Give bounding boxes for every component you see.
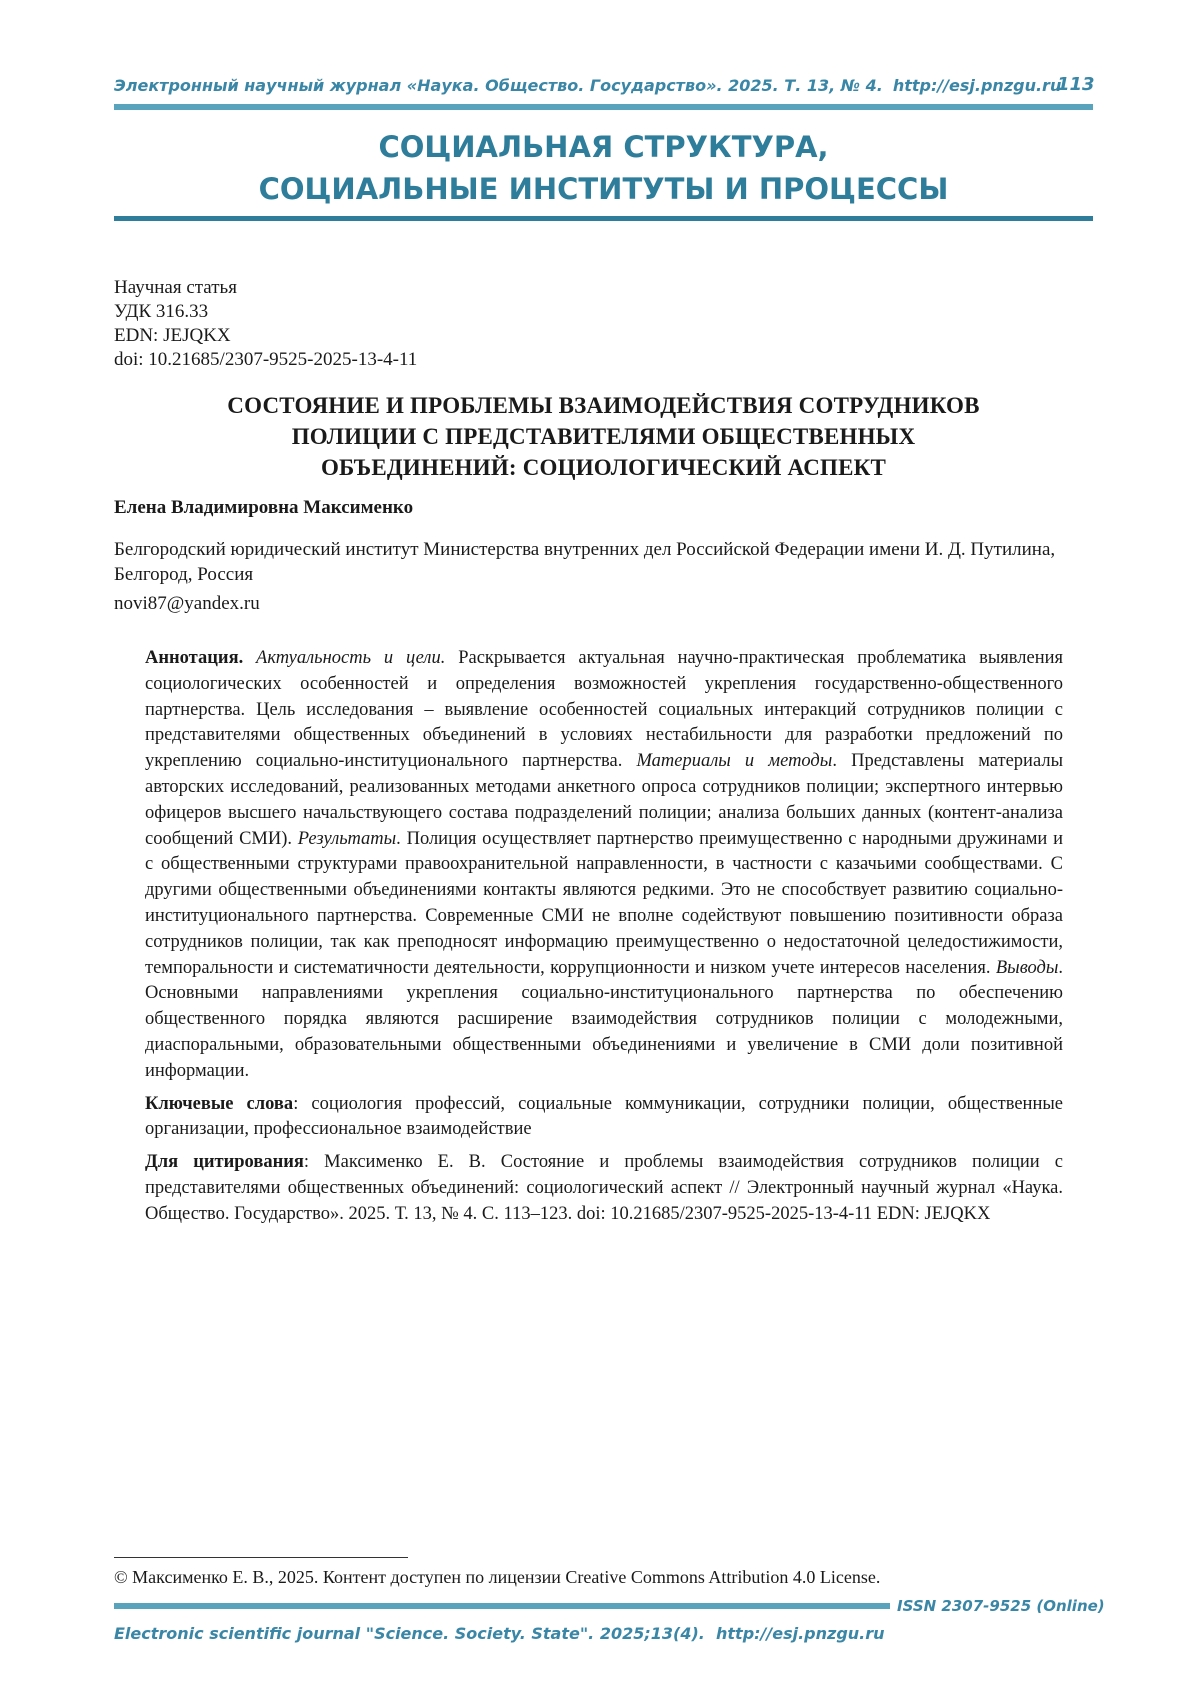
abstract-block — [145, 646, 1063, 1235]
abstract-heading: Результаты — [297, 828, 397, 849]
abstract — [145, 646, 1063, 1085]
abstract-heading: Актуальность и цели. — [256, 648, 446, 668]
author-name: Елена Владимировна Максименко — [114, 497, 414, 518]
citation-label: Для цитирования — [145, 1152, 304, 1173]
keywords-label: Ключевые слова — [145, 1093, 294, 1114]
header-journal: Электронный научный журнал «Наука. Общество. Государство». 2025. Т. 13, № 4. — [114, 76, 883, 95]
article-title-line: ОБЪЕДИНЕНИЙ: СОЦИОЛОГИЧЕСКИЙ АСПЕКТ — [320, 455, 887, 480]
article-meta — [114, 276, 417, 372]
affiliation: Белгородский юридический институт Министерства внутренних дел Российской Федерации имени И. Д. Путилина, Белгород, Россия — [114, 539, 1056, 585]
section-title — [114, 126, 1093, 210]
header-rule — [114, 104, 1093, 110]
footnote-rule — [114, 1557, 408, 1558]
header-url[interactable]: http://esj.pnzgu.ru — [892, 76, 1062, 95]
running-header — [114, 76, 1062, 95]
edn: EDN: JEJQKX — [114, 325, 231, 346]
abstract-text: . Основными направлениями укрепления социально-институционального партнерства по обеспечению общественного порядка являются расширение взаимодействия сотрудников полиции с молодежными, диаспоральными, образовательными общественными объединениями и увеличение в СМИ доли позитивной информации. — [145, 957, 1063, 1081]
article-type: Научная статья — [114, 277, 237, 298]
citation — [145, 1150, 1063, 1227]
page-number: 113 — [1057, 74, 1095, 95]
abstract-heading: Материалы и методы — [636, 751, 833, 772]
abstract-text: . Представлены материалы авторских исследований, реализованных методами анкетного опроса сотрудников полиции; экспертного интервью офицеров высшего начальствующего состава подразделений полиции; анализа больших данных (контент-анализа сообщений СМИ). — [145, 751, 1063, 849]
section-title-line: СОЦИАЛЬНЫЕ ИНСТИТУТЫ И ПРОЦЕССЫ — [258, 172, 949, 206]
article-title-line: ПОЛИЦИИ С ПРЕДСТАВИТЕЛЯМИ ОБЩЕСТВЕННЫХ — [291, 424, 916, 449]
section-title-line: СОЦИАЛЬНАЯ СТРУКТУРА, — [378, 130, 829, 164]
abstract-label: Аннотация. — [145, 648, 244, 668]
doi: doi: 10.21685/2307-9525-2025-13-4-11 — [114, 349, 418, 370]
footer-url[interactable]: http://esj.pnzgu.ru — [716, 1624, 885, 1643]
copyright-footnote: © Максименко Е. В., 2025. Контент доступен по лицензии Creative Commons Attribution 4.0 License. — [114, 1567, 881, 1587]
abstract-text: . Полиция осуществляет партнерство преимущественно с народными дружинами и с общественными структурами правоохранительной направленности, в частности с казачьими сообществами. С другими общественными объединениями контакты являются редкими. Это не способствует развитию социально-институционального партнерства. Современные СМИ не вполне содействуют повышению позитивности образа сотрудников полиции, так как преподносят информацию преимущественно о недостаточной целедостижимости, темпоральности и систематичности деятельности, коррупционности и низком учете интересов населения. — [145, 828, 1063, 978]
abstract-text: Раскрывается актуальная научно-практическая проблематика выявления социологических особенностей и определения возможностей укрепления государственно-общественного партнерства. Цель исследования – выявление особенностей социальных интеракций сотрудников полиции с представителями общественных объединений в условиях нестабильности для разработки предложений по укреплению социально-институционального партнерства. — [145, 648, 1064, 772]
issn: ISSN 2307-9525 (Online) — [897, 1597, 1105, 1615]
footer-journal: Electronic scientific journal "Science. Society. State". 2025;13(4). — [114, 1624, 705, 1643]
footer-rule — [114, 1603, 890, 1609]
keywords — [145, 1092, 1063, 1144]
abstract-heading: Выводы — [995, 957, 1059, 978]
running-footer — [114, 1624, 885, 1643]
author-email[interactable]: novi87@yandex.ru — [114, 593, 260, 614]
article-title-line: СОСТОЯНИЕ И ПРОБЛЕМЫ ВЗАИМОДЕЙСТВИЯ СОТРУДНИКОВ — [227, 393, 980, 418]
article-title — [114, 390, 1093, 483]
section-rule — [114, 216, 1093, 221]
keywords-text: : социология профессий, социальные коммуникации, сотрудники полиции, общественные организации, профессиональное взаимодействие — [145, 1093, 1063, 1140]
udk: УДК 316.33 — [114, 301, 209, 322]
citation-text: : Максименко Е. В. Состояние и проблемы взаимодействия сотрудников полиции с представителями общественных объединений: социологический аспект // Электронный научный журнал «Наука. Общество. Государство». 2025. Т. 13, № 4. С. 113–123. doi: 10.21685/2307-9525-2025-13-4-11 EDN: JEJQKX — [145, 1152, 1063, 1224]
